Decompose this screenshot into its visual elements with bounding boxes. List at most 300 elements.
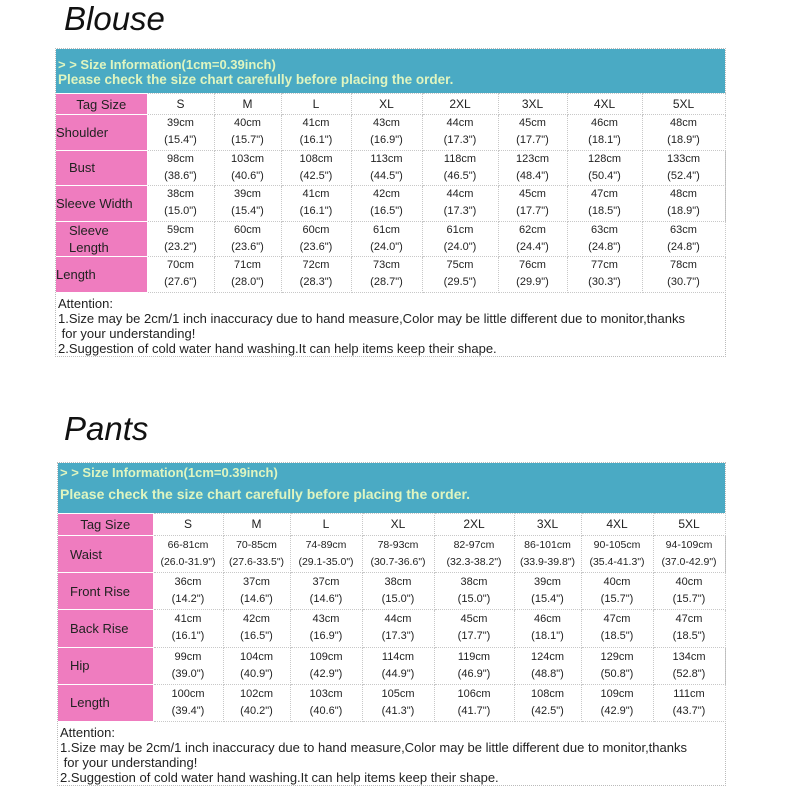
inch-value: (18.1") [588, 134, 621, 147]
cm-value: 37cm [243, 576, 270, 589]
inch-value: (24.8") [588, 240, 621, 253]
measurement-cell [153, 610, 223, 647]
size-header-cell: M [214, 94, 281, 115]
inch-value: (29.1-35.0") [298, 556, 354, 569]
measurement-cell [434, 684, 514, 721]
size-table [56, 93, 726, 293]
cm-value: 45cm [519, 188, 546, 201]
inch-value: (28.0") [231, 276, 264, 289]
cm-value: 119cm [457, 650, 491, 663]
cm-value: 47cm [603, 613, 631, 626]
cm-value: 43cm [312, 613, 340, 626]
cm-value: 41cm [174, 613, 202, 626]
cm-value: 106cm [457, 687, 491, 700]
measurement-cell [281, 257, 351, 293]
inch-value: (33.9-39.8") [519, 556, 576, 569]
measurement-cell [362, 536, 434, 573]
measurement-cell [581, 684, 653, 721]
cm-value: 43cm [373, 117, 400, 130]
cm-value: 73cm [373, 259, 400, 272]
measurement-cell [422, 150, 498, 186]
cm-value: 70cm [167, 259, 194, 272]
inch-value: (16.5") [240, 630, 273, 643]
measurement-cell [514, 573, 581, 610]
cm-value: 41cm [302, 117, 330, 130]
measurement-cell [498, 186, 567, 222]
inch-value: (37.0-42.9") [661, 556, 717, 569]
measurement-cell [281, 115, 351, 151]
inch-value: (39.0") [171, 667, 205, 680]
cm-value: 59cm [167, 223, 194, 236]
inch-value: (27.6") [164, 276, 197, 289]
cm-value: 75cm [446, 259, 474, 272]
measurement-cell [147, 221, 214, 257]
cm-value: 39cm [167, 117, 194, 130]
inch-value: (17.7") [457, 630, 491, 643]
size-header-cell: S [147, 94, 214, 115]
row-label: Length [56, 257, 147, 293]
cm-value: 39cm [534, 576, 561, 589]
measurement-cell [653, 536, 725, 573]
inch-value: (42.5") [531, 704, 564, 717]
blouse-title: Blouse [64, 0, 165, 37]
cm-value: 44cm [446, 117, 474, 130]
inch-value: (16.1") [299, 205, 333, 218]
inch-value: (30.7-36.6") [370, 556, 426, 569]
measurement-cell [147, 257, 214, 293]
attention-line: 1.Size may be 2cm/1 inch inaccuracy due to hand measure,Color may be little different due to monitor,thanks [60, 739, 687, 755]
size-header-cell: L [281, 94, 351, 115]
size-header-cell: M [223, 514, 290, 536]
inch-value: (14.6") [240, 593, 273, 606]
measurement-cell [351, 257, 422, 293]
measurement-cell [434, 573, 514, 610]
inch-value: (29.9") [516, 276, 549, 289]
cm-value: 124cm [530, 650, 565, 663]
cm-value: 114cm [381, 650, 415, 663]
measurement-cell [567, 186, 642, 222]
banner-line-2: Please check the size chart carefully before placing the order. [58, 72, 454, 87]
cm-value: 45cm [519, 117, 546, 130]
cm-value: 108cm [299, 152, 333, 165]
measurement-cell [567, 257, 642, 293]
inch-value: (16.1") [171, 630, 205, 643]
measurement-cell [642, 150, 725, 186]
cm-value: 47cm [591, 188, 618, 201]
measurement-cell [223, 610, 290, 647]
inch-value: (28.7") [370, 276, 403, 289]
inch-value: (38.6") [164, 169, 197, 182]
attention-line: Attention: [58, 295, 113, 311]
cm-value: 100cm [171, 687, 205, 700]
inch-value: (30.3") [588, 276, 621, 289]
attention-notes [58, 722, 725, 785]
cm-value: 40cm [234, 117, 261, 130]
measurement-cell [290, 684, 362, 721]
cm-value: 109cm [600, 687, 634, 700]
measurement-cell [290, 573, 362, 610]
cm-value: 61cm [373, 223, 400, 236]
attention-notes [56, 293, 725, 356]
cm-value: 74-89cm [305, 539, 347, 552]
measurement-cell [422, 186, 498, 222]
measurement-cell [214, 115, 281, 151]
inch-value: (18.5") [672, 630, 706, 643]
table-header-row [56, 94, 725, 115]
size-header-cell: 5XL [642, 94, 725, 115]
cm-value: 77cm [591, 259, 618, 272]
cm-value: 99cm [174, 650, 202, 663]
measurement-cell [351, 150, 422, 186]
inch-value: (35.4-41.3") [589, 556, 645, 569]
inch-value: (18.1") [531, 630, 564, 643]
inch-value: (50.8") [600, 667, 634, 680]
cm-value: 42cm [373, 188, 400, 201]
cm-value: 76cm [519, 259, 546, 272]
measurement-cell [498, 257, 567, 293]
measurement-cell [214, 150, 281, 186]
table-row [56, 221, 725, 257]
tag-size-label: Tag Size [56, 94, 147, 115]
inch-value: (15.0") [164, 205, 197, 218]
inch-value: (41.3") [381, 704, 415, 717]
attention-line: Attention: [60, 724, 115, 740]
inch-value: (44.5") [370, 169, 403, 182]
cm-value: 129cm [600, 650, 634, 663]
size-header-cell: S [153, 514, 223, 536]
measurement-cell [351, 186, 422, 222]
inch-value: (24.0") [370, 240, 403, 253]
cm-value: 128cm [587, 152, 622, 165]
cm-value: 61cm [446, 223, 474, 236]
measurement-cell [290, 610, 362, 647]
inch-value: (16.1") [299, 134, 333, 147]
cm-value: 108cm [530, 687, 565, 700]
cm-value: 94-109cm [665, 539, 713, 552]
measurement-cell [422, 115, 498, 151]
inch-value: (14.2") [171, 593, 205, 606]
table-row [56, 150, 725, 186]
attention-line: 1.Size may be 2cm/1 inch inaccuracy due to hand measure,Color may be little different due to monitor,thanks [58, 310, 685, 326]
measurement-cell [153, 536, 223, 573]
inch-value: (30.7") [667, 276, 700, 289]
cm-value: 113cm [370, 152, 403, 165]
inch-value: (18.5") [600, 630, 634, 643]
cm-value: 41cm [302, 188, 330, 201]
inch-value: (42.9") [600, 704, 634, 717]
inch-value: (15.0") [381, 593, 415, 606]
tag-size-label: Tag Size [58, 514, 153, 536]
measurement-cell [434, 647, 514, 684]
table-row [56, 257, 725, 293]
inch-value: (17.7") [516, 205, 549, 218]
size-header-cell: 3XL [498, 94, 567, 115]
banner-line-2: Please check the size chart carefully before placing the order. [60, 486, 471, 502]
size-header-cell: 2XL [422, 94, 498, 115]
measurement-cell [567, 115, 642, 151]
table-row [56, 186, 725, 222]
inch-value: (15.7") [231, 134, 264, 147]
measurement-cell [642, 257, 725, 293]
row-label: Sleeve Length [56, 221, 147, 257]
cm-value: 40cm [675, 576, 703, 589]
measurement-cell [434, 536, 514, 573]
inch-value: (14.6") [309, 593, 343, 606]
measurement-cell [214, 257, 281, 293]
inch-value: (44.9") [381, 667, 415, 680]
inch-value: (50.4") [588, 169, 621, 182]
inch-value: (48.8") [531, 667, 564, 680]
cm-value: 86-101cm [524, 539, 571, 552]
measurement-cell [153, 573, 223, 610]
blouse-size-chart [55, 48, 726, 357]
inch-value: (52.4") [667, 169, 700, 182]
inch-value: (28.3") [299, 276, 333, 289]
row-label: Sleeve Width [56, 186, 147, 222]
cm-value: 78cm [670, 259, 697, 272]
measurement-cell [214, 221, 281, 257]
size-header-cell: 5XL [653, 514, 725, 536]
size-header-cell: XL [362, 514, 434, 536]
cm-value: 102cm [239, 687, 274, 700]
measurement-cell [290, 536, 362, 573]
cm-value: 38cm [460, 576, 488, 589]
measurement-cell [281, 221, 351, 257]
measurement-cell [362, 610, 434, 647]
measurement-cell [642, 186, 725, 222]
measurement-cell [514, 684, 581, 721]
cm-value: 71cm [234, 259, 261, 272]
inch-value: (46.9") [457, 667, 491, 680]
measurement-cell [567, 150, 642, 186]
inch-value: (24.8") [667, 240, 700, 253]
cm-value: 46cm [591, 117, 618, 130]
cm-value: 90-105cm [593, 539, 641, 552]
cm-value: 37cm [312, 576, 340, 589]
cm-value: 38cm [384, 576, 412, 589]
measurement-cell [434, 610, 514, 647]
inch-value: (29.5") [443, 276, 477, 289]
measurement-cell [223, 647, 290, 684]
attention-line: for your understanding! [60, 754, 198, 770]
cm-value: 47cm [675, 613, 703, 626]
inch-value: (41.7") [457, 704, 491, 717]
measurement-cell [514, 536, 581, 573]
banner-line-1: > > Size Information(1cm=0.39inch) [58, 57, 276, 72]
inch-value: (42.9") [309, 667, 343, 680]
cm-value: 40cm [603, 576, 631, 589]
inch-value: (39.4") [171, 704, 205, 717]
table-row [58, 610, 725, 647]
cm-value: 111cm [673, 687, 705, 700]
attention-line: 2.Suggestion of cold water hand washing.It can help items keep their shape. [60, 769, 499, 785]
cm-value: 38cm [167, 188, 194, 201]
measurement-cell [281, 150, 351, 186]
inch-value: (40.6") [231, 169, 264, 182]
cm-value: 62cm [519, 223, 546, 236]
cm-value: 118cm [443, 152, 477, 165]
inch-value: (23.2") [164, 240, 197, 253]
measurement-cell [281, 186, 351, 222]
inch-value: (15.0") [457, 593, 491, 606]
measurement-cell [567, 221, 642, 257]
inch-value: (40.6") [309, 704, 343, 717]
cm-value: 103cm [230, 152, 265, 165]
inch-value: (42.5") [299, 169, 333, 182]
inch-value: (15.4") [231, 205, 264, 218]
inch-value: (23.6") [231, 240, 264, 253]
measurement-cell [147, 186, 214, 222]
inch-value: (15.7") [600, 593, 634, 606]
measurement-cell [362, 573, 434, 610]
inch-value: (27.6-33.5") [228, 556, 285, 569]
size-header-cell: XL [351, 94, 422, 115]
measurement-cell [422, 257, 498, 293]
inch-value: (23.6") [299, 240, 333, 253]
measurement-cell [581, 536, 653, 573]
size-table [58, 513, 726, 722]
inch-value: (16.9") [370, 134, 403, 147]
attention-line: 2.Suggestion of cold water hand washing.It can help items keep their shape. [58, 340, 497, 356]
table-row [58, 647, 725, 684]
banner-line-1: > > Size Information(1cm=0.39inch) [60, 465, 278, 480]
measurement-cell [514, 647, 581, 684]
table-row [58, 684, 725, 721]
measurement-cell [223, 573, 290, 610]
size-header-cell: 4XL [581, 514, 653, 536]
measurement-cell [153, 647, 223, 684]
cm-value: 63cm [591, 223, 618, 236]
measurement-cell [514, 610, 581, 647]
inch-value: (17.3") [443, 205, 477, 218]
measurement-cell [290, 647, 362, 684]
inch-value: (16.5") [370, 205, 403, 218]
cm-value: 44cm [384, 613, 412, 626]
size-header-cell: 4XL [567, 94, 642, 115]
measurement-cell [153, 684, 223, 721]
row-label: Waist [58, 536, 153, 573]
cm-value: 104cm [239, 650, 274, 663]
cm-value: 46cm [534, 613, 561, 626]
row-label: Back Rise [58, 610, 153, 647]
measurement-cell [214, 186, 281, 222]
cm-value: 72cm [302, 259, 330, 272]
measurement-cell [653, 573, 725, 610]
table-row [58, 573, 725, 610]
measurement-cell [147, 115, 214, 151]
inch-value: (18.9") [667, 134, 700, 147]
inch-value: (32.3-38.2") [446, 556, 502, 569]
size-header-cell: 2XL [434, 514, 514, 536]
table-header-row [58, 514, 725, 536]
measurement-cell [581, 573, 653, 610]
cm-value: 45cm [460, 613, 488, 626]
inch-value: (24.4") [516, 240, 549, 253]
cm-value: 70-85cm [236, 539, 277, 552]
cm-value: 103cm [309, 687, 343, 700]
cm-value: 39cm [234, 188, 261, 201]
row-label: Shoulder [56, 115, 147, 151]
inch-value: (24.0") [443, 240, 477, 253]
measurement-cell [147, 150, 214, 186]
cm-value: 133cm [666, 152, 701, 165]
attention-line: for your understanding! [58, 325, 196, 341]
measurement-cell [498, 221, 567, 257]
measurement-cell [362, 647, 434, 684]
measurement-cell [422, 221, 498, 257]
cm-value: 60cm [234, 223, 261, 236]
cm-value: 78-93cm [377, 539, 419, 552]
row-label: Length [58, 684, 153, 721]
measurement-cell [642, 221, 725, 257]
cm-value: 134cm [672, 650, 706, 663]
cm-value: 123cm [515, 152, 550, 165]
measurement-cell [223, 536, 290, 573]
row-label: Bust [56, 150, 147, 186]
measurement-cell [581, 647, 653, 684]
measurement-cell [351, 221, 422, 257]
inch-value: (15.4") [531, 593, 564, 606]
cm-value: 48cm [670, 117, 697, 130]
inch-value: (26.0-31.9") [160, 556, 216, 569]
inch-value: (52.8") [672, 667, 706, 680]
cm-value: 82-97cm [453, 539, 495, 552]
inch-value: (17.3") [381, 630, 415, 643]
cm-value: 44cm [446, 188, 474, 201]
row-label: Hip [58, 647, 153, 684]
row-label: Front Rise [58, 573, 153, 610]
cm-value: 98cm [167, 152, 194, 165]
inch-value: (18.9") [667, 205, 700, 218]
inch-value: (40.2") [240, 704, 273, 717]
measurement-cell [642, 115, 725, 151]
inch-value: (18.5") [588, 205, 621, 218]
inch-value: (40.9") [240, 667, 273, 680]
inch-value: (46.5") [443, 169, 477, 182]
cm-value: 48cm [670, 188, 697, 201]
measurement-cell [498, 150, 567, 186]
pants-size-chart [57, 462, 726, 786]
measurement-cell [653, 610, 725, 647]
cm-value: 63cm [670, 223, 697, 236]
measurement-cell [223, 684, 290, 721]
inch-value: (17.3") [443, 134, 477, 147]
measurement-cell [351, 115, 422, 151]
table-row [58, 536, 725, 573]
table-row [56, 115, 725, 151]
size-header-cell: L [290, 514, 362, 536]
inch-value: (17.7") [516, 134, 549, 147]
pants-title: Pants [64, 410, 149, 447]
size-info-banner [58, 463, 725, 513]
measurement-cell [653, 647, 725, 684]
size-header-cell: 3XL [514, 514, 581, 536]
cm-value: 36cm [174, 576, 202, 589]
inch-value: (48.4") [516, 169, 549, 182]
inch-value: (15.4") [164, 134, 197, 147]
inch-value: (16.9") [309, 630, 343, 643]
measurement-cell [581, 610, 653, 647]
cm-value: 60cm [302, 223, 330, 236]
measurement-cell [362, 684, 434, 721]
cm-value: 105cm [381, 687, 415, 700]
cm-value: 109cm [309, 650, 343, 663]
size-info-banner [56, 49, 725, 93]
inch-value: (15.7") [672, 593, 706, 606]
inch-value: (43.7") [672, 704, 706, 717]
cm-value: 66-81cm [167, 539, 209, 552]
cm-value: 42cm [243, 613, 270, 626]
